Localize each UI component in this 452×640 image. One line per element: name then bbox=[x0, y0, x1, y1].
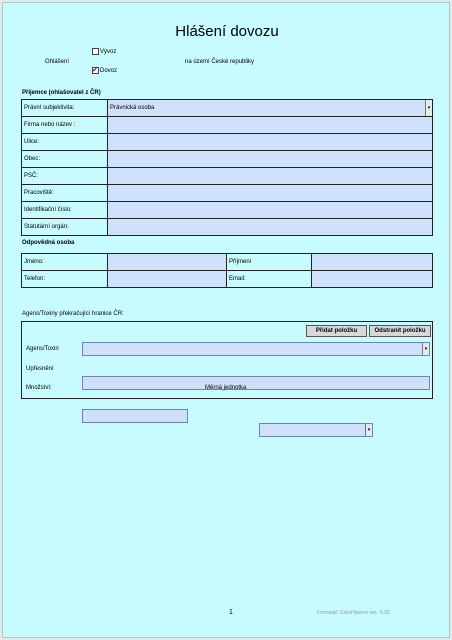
vyvoz-checkbox[interactable] bbox=[92, 48, 99, 55]
table-row bbox=[22, 117, 433, 134]
page-title: Hlášení dovozu bbox=[175, 23, 279, 40]
psc-field[interactable] bbox=[108, 168, 433, 185]
pracoviste-field[interactable] bbox=[108, 185, 433, 202]
agens-heading: Agens/Toxiny překračující hranice ČR: bbox=[22, 311, 124, 317]
form-version: Formulář: CelniHlaseni ver.: 5.00 bbox=[317, 610, 390, 616]
mnozstvi-label: Množství: bbox=[26, 385, 52, 391]
table-row bbox=[22, 271, 433, 288]
form-page bbox=[2, 2, 450, 638]
agens-toxin-select[interactable] bbox=[82, 342, 430, 356]
dovoz-checkbox[interactable] bbox=[92, 67, 99, 74]
prijmeni-field[interactable] bbox=[312, 254, 433, 271]
ulice-field[interactable] bbox=[108, 134, 433, 151]
row-label: Obec: bbox=[22, 151, 108, 168]
row-label: PSČ: bbox=[22, 168, 108, 185]
territory-text: na území České republiky bbox=[185, 59, 255, 65]
telefon-label: Telefon: bbox=[22, 271, 108, 288]
jmeno-field[interactable] bbox=[108, 254, 227, 271]
ico-field[interactable] bbox=[108, 202, 433, 219]
chevron-down-icon[interactable]: ▾ bbox=[365, 424, 372, 436]
mnozstvi-field[interactable] bbox=[82, 409, 188, 423]
table-row bbox=[22, 151, 433, 168]
statutarni-organ-field[interactable] bbox=[108, 219, 433, 236]
jmeno-label: Jméno: bbox=[22, 254, 108, 271]
vyvoz-label: Vývoz bbox=[100, 48, 117, 55]
email-label: Email: bbox=[227, 271, 312, 288]
upresneni-field[interactable] bbox=[82, 376, 430, 390]
chevron-down-icon[interactable]: ▾ bbox=[422, 343, 429, 355]
select-value: Právnická osoba bbox=[110, 105, 155, 111]
upresneni-label: Upřesnění bbox=[26, 366, 54, 372]
table-row bbox=[22, 134, 433, 151]
chevron-down-icon[interactable]: ▾ bbox=[425, 100, 432, 116]
prijemce-table bbox=[21, 99, 433, 236]
vyvoz-option[interactable] bbox=[92, 48, 116, 55]
obec-field[interactable] bbox=[108, 151, 433, 168]
odpovedna-osoba-table bbox=[21, 253, 433, 288]
pravni-subjektivita-select[interactable] bbox=[108, 100, 433, 117]
remove-item-button[interactable]: Odstranit položku bbox=[369, 325, 431, 337]
agens-toxin-label: Agens/Toxin bbox=[26, 346, 59, 352]
table-row bbox=[22, 254, 433, 271]
table-row bbox=[22, 100, 433, 117]
prijemce-heading: Příjemce (ohlašovatel z ČR) bbox=[22, 90, 101, 96]
dovoz-option[interactable] bbox=[92, 67, 117, 74]
table-row bbox=[22, 219, 433, 236]
page-number: 1 bbox=[229, 609, 233, 616]
dovoz-label: Dovoz bbox=[100, 67, 118, 74]
ohlaseni-label: Ohlášení bbox=[45, 59, 70, 65]
row-label: Ulice: bbox=[22, 134, 108, 151]
table-row bbox=[22, 168, 433, 185]
merna-jednotka-select[interactable] bbox=[259, 423, 373, 437]
row-label: Pracoviště: bbox=[22, 185, 108, 202]
table-row bbox=[22, 202, 433, 219]
table-row bbox=[22, 185, 433, 202]
row-label: Statutární orgán: bbox=[22, 219, 108, 236]
row-label: Firma nebo název : bbox=[22, 117, 108, 134]
telefon-field[interactable] bbox=[108, 271, 227, 288]
row-label: Identifikační číslo: bbox=[22, 202, 108, 219]
agens-section bbox=[21, 321, 433, 433]
row-label: Právní subjektivita: bbox=[22, 100, 108, 117]
merna-jednotka-label: Měrná jednotka bbox=[205, 385, 247, 391]
add-item-button[interactable]: Přidat položku bbox=[306, 325, 367, 337]
odpovedna-osoba-heading: Odpovědná osoba bbox=[22, 240, 75, 246]
email-field[interactable] bbox=[312, 271, 433, 288]
firma-field[interactable] bbox=[108, 117, 433, 134]
prijmeni-label: Příjmení bbox=[227, 254, 312, 271]
